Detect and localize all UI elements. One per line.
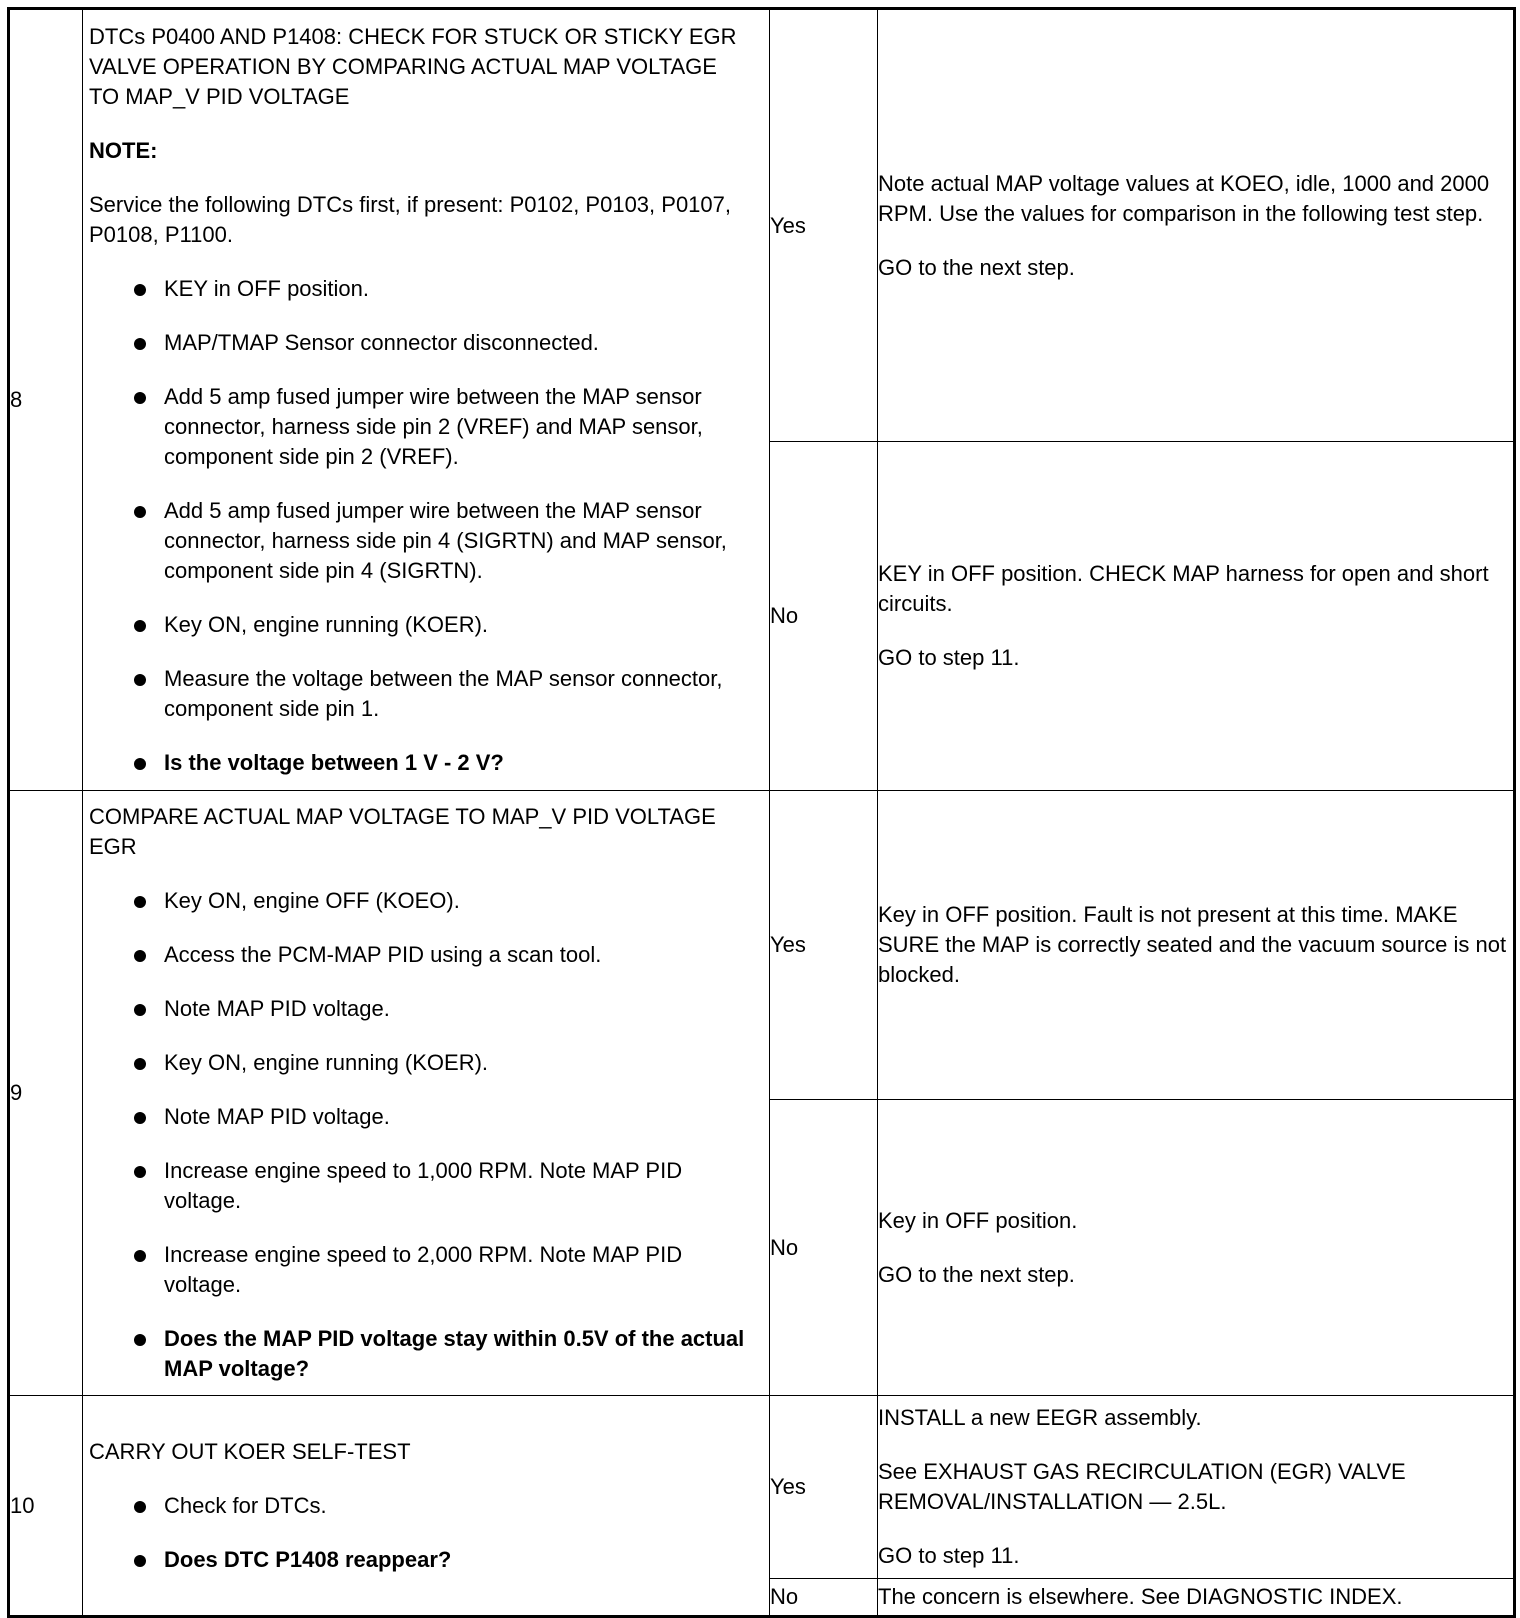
bullet-item: Add 5 amp fused jumper wire between the MAP sensor connector, harness side pin 2 (VREF) and MAP sensor, component side pin 2 (VREF). [89,382,749,472]
bullet-item: MAP/TMAP Sensor connector disconnected. [89,328,749,358]
bullet-icon [134,1250,146,1262]
bullet-icon [134,758,146,770]
bullet-icon [134,1058,146,1070]
test-bullets [89,274,749,778]
test-bullets [89,1491,749,1575]
yes-action: Note actual MAP voltage values at KOEO, idle, 1000 and 2000 RPM. Use the values for comparison in the following test step. GO to the next step. [878,9,1515,442]
bullet-icon [134,1004,146,1016]
bullet-item: Increase engine speed to 1,000 RPM. Note MAP PID voltage. [89,1156,749,1216]
no-action: Key in OFF position. GO to the next step. [878,1100,1515,1396]
yes-action: INSTALL a new EEGR assembly. See EXHAUST GAS RECIRCULATION (EGR) VALVE REMOVAL/INSTALLATION — 2.5L. GO to step 11. [878,1396,1515,1579]
bullet-icon [134,1166,146,1178]
step-10-yes-row [9,1396,1515,1579]
bullet-item: Key ON, engine OFF (KOEO). [89,886,749,916]
no-action: KEY in OFF position. CHECK MAP harness for open and short circuits. GO to step 11. [878,442,1515,791]
diagnostic-table [7,7,1516,1618]
step-title: DTCs P0400 AND P1408: CHECK FOR STUCK OR STICKY EGR VALVE OPERATION BY COMPARING ACTUAL MAP VOLTAGE TO MAP_V PID VOLTAGE [89,24,737,109]
step-number: 9 [9,791,83,1396]
step-title: COMPARE ACTUAL MAP VOLTAGE TO MAP_V PID VOLTAGE EGR [89,804,716,859]
bullet-icon [134,506,146,518]
no-action: The concern is elsewhere. See DIAGNOSTIC INDEX. [878,1579,1515,1617]
step-number: 8 [9,9,83,791]
bullet-item: Note MAP PID voltage. [89,1102,749,1132]
bullet-item: Key ON, engine running (KOER). [89,1048,749,1078]
bullet-item: Increase engine speed to 2,000 RPM. Note MAP PID voltage. [89,1240,749,1300]
bullet-item: Add 5 amp fused jumper wire between the MAP sensor connector, harness side pin 4 (SIGRTN) and MAP sensor, component side pin 4 (SIGRTN). [89,496,749,586]
note-label: NOTE: [89,138,158,163]
no-label: No [770,1100,878,1396]
yes-label: Yes [770,791,878,1100]
bullet-question: Does the MAP PID voltage stay within 0.5V of the actual MAP voltage? [89,1324,749,1384]
bullet-icon [134,674,146,686]
bullet-icon [134,1555,146,1567]
test-cell [83,1396,770,1617]
test-cell [83,791,770,1396]
bullet-icon [134,1334,146,1346]
test-bullets [89,886,749,1384]
bullet-icon [134,1112,146,1124]
test-cell [83,9,770,791]
bullet-icon [134,896,146,908]
bullet-item: Measure the voltage between the MAP sensor connector, component side pin 1. [89,664,749,724]
bullet-icon [134,950,146,962]
bullet-item: Access the PCM-MAP PID using a scan tool. [89,940,749,970]
bullet-item: Check for DTCs. [89,1491,749,1521]
step-title: CARRY OUT KOER SELF-TEST [89,1438,411,1464]
bullet-icon [134,620,146,632]
no-label: No [770,442,878,791]
bullet-item: Key ON, engine running (KOER). [89,610,749,640]
bullet-question: Is the voltage between 1 V - 2 V? [89,748,749,778]
bullet-icon [134,392,146,404]
step-8-yes-row [9,9,1515,442]
bullet-item: Note MAP PID voltage. [89,994,749,1024]
bullet-icon [134,284,146,296]
bullet-question: Does DTC P1408 reappear? [89,1545,749,1575]
yes-label: Yes [770,9,878,442]
yes-label: Yes [770,1396,878,1579]
step-number: 10 [9,1396,83,1617]
note-text: Service the following DTCs first, if present: P0102, P0103, P0107, P0108, P1100. [89,192,731,247]
bullet-icon [134,338,146,350]
bullet-icon [134,1501,146,1513]
bullet-item: KEY in OFF position. [89,274,749,304]
step-9-yes-row [9,791,1515,1100]
yes-action: Key in OFF position. Fault is not present at this time. MAKE SURE the MAP is correctly seated and the vacuum source is not blocked. [878,791,1515,1100]
no-label: No [770,1579,878,1617]
